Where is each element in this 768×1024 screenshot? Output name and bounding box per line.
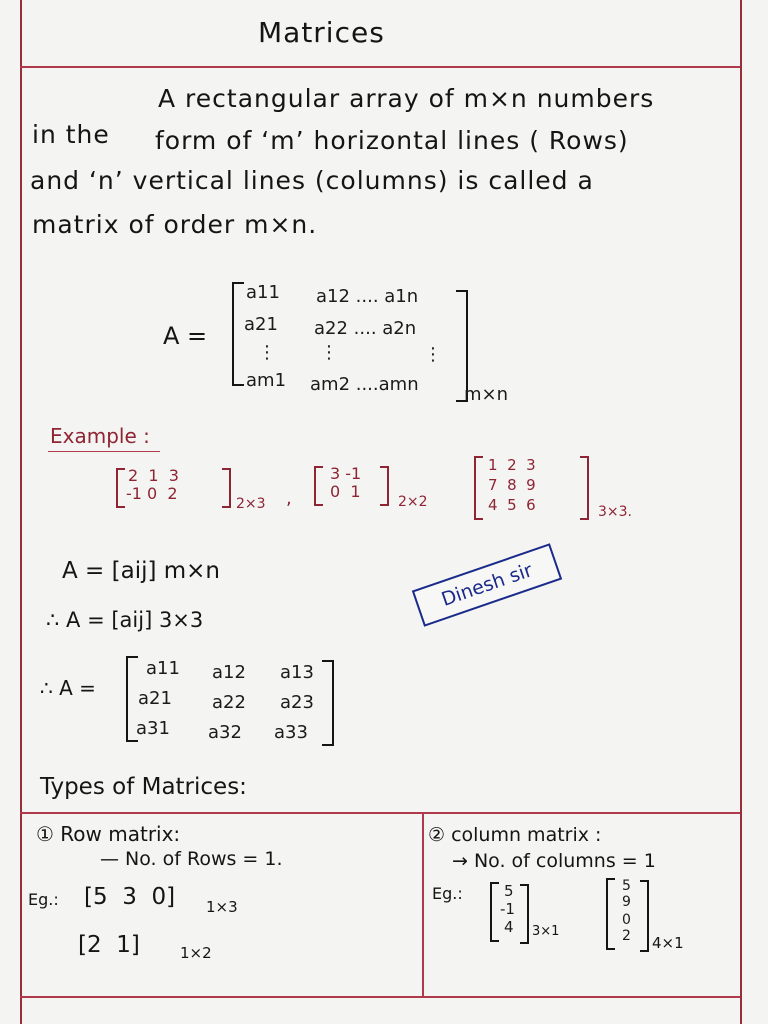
ex3-row-1: 1 2 3	[488, 456, 536, 474]
ex3-row-3: 4 5 6	[488, 496, 536, 514]
gm-r4-rest: am2 ....amn	[310, 374, 419, 395]
col-ex1-r1: 5	[504, 882, 514, 900]
row-example-1: [5 3 0]	[84, 884, 176, 910]
col-ex2-r2: 9	[622, 894, 631, 910]
author-stamp: Dinesh sir	[412, 543, 562, 626]
definition-line-2b: form of ‘m’ horizontal lines ( Rows)	[155, 126, 629, 155]
gm-r3-c2: ⋮	[320, 342, 338, 363]
definition-line-4: matrix of order m×n.	[32, 210, 318, 239]
ex1-left-bracket	[116, 468, 125, 508]
ex3-left-bracket	[474, 456, 483, 520]
column-matrix-desc: → No. of columns = 1	[452, 850, 656, 872]
row-matrix-desc: — No. of Rows = 1.	[100, 848, 283, 870]
types-top-line	[20, 812, 740, 814]
a33-right-bracket	[322, 660, 334, 746]
a-r3-c2: a32	[208, 722, 242, 743]
ex2-order: 2×2	[398, 494, 428, 510]
page-title: Matrices	[258, 16, 385, 49]
example-underline	[48, 451, 160, 452]
ex2-right-bracket	[380, 466, 389, 506]
ex1-row-2: -1 0 2	[126, 484, 178, 503]
types-heading: Types of Matrices:	[40, 774, 247, 800]
col-ex2-left-bracket	[606, 878, 615, 950]
col-ex2-right-bracket	[640, 880, 649, 952]
col-ex2-r3: 0	[622, 912, 631, 928]
col-ex2-order: 4×1	[652, 934, 684, 952]
col-ex1-left-bracket	[490, 882, 499, 942]
a-r2-c2: a22	[212, 692, 246, 713]
column-matrix-title: ② column matrix :	[428, 824, 602, 846]
general-matrix-left-bracket	[232, 282, 244, 386]
a-r1-c3: a13	[280, 662, 314, 683]
row-matrix-title: ① Row matrix:	[36, 822, 181, 846]
col-ex1-order: 3×1	[532, 924, 560, 939]
gm-r3-c1: ⋮	[258, 342, 276, 363]
col-ex1-r3: 4	[504, 918, 514, 936]
a-r3-c3: a33	[274, 722, 308, 743]
example-heading: Example :	[50, 424, 150, 448]
left-margin-line	[20, 0, 22, 1024]
ex2-row-1: 3 -1	[330, 464, 362, 483]
col-ex1-right-bracket	[520, 884, 529, 944]
gm-r1-c1: a11	[246, 282, 280, 303]
definition-line-3: and ‘n’ vertical lines (columns) is called a	[30, 166, 594, 195]
right-margin-line	[740, 0, 742, 1024]
row-eg-label: Eg.:	[28, 890, 59, 909]
gm-r4-c1: am1	[246, 370, 287, 391]
ex1-right-bracket	[222, 468, 231, 508]
ex3-order: 3×3.	[598, 504, 632, 520]
ex2-row-2: 0 1	[330, 482, 361, 501]
a-r2-c3: a23	[280, 692, 314, 713]
gm-r1-rest: a12 .... a1n	[316, 286, 419, 307]
ex1-row-1: 2 1 3	[128, 466, 179, 485]
gm-r2-rest: a22 .... a2n	[314, 318, 417, 339]
notation-line-2: ∴ A = [aij] 3×3	[46, 608, 204, 632]
row-example-2-order: 1×2	[180, 944, 212, 962]
col-ex2-r4: 2	[622, 928, 631, 944]
title-underline	[20, 66, 740, 68]
a-r1-c1: a11	[146, 658, 180, 679]
row-example-1-order: 1×3	[206, 898, 238, 916]
general-matrix-lhs: A =	[163, 322, 208, 350]
a-r1-c2: a12	[212, 662, 246, 683]
a-r2-c1: a21	[138, 688, 172, 709]
types-divider	[422, 812, 424, 997]
col-eg-label: Eg.:	[432, 884, 463, 903]
notation-line-3-lhs: ∴ A =	[40, 676, 96, 700]
notation-line-1: A = [aij] m×n	[62, 558, 221, 584]
ex2-left-bracket	[314, 466, 323, 506]
gm-r2-c1: a21	[244, 314, 278, 335]
bottom-line	[20, 996, 740, 998]
ex-separator: ,	[286, 488, 292, 509]
gm-order: m×n	[464, 384, 509, 405]
col-ex1-r2: -1	[500, 900, 515, 918]
gm-r3-c3: ⋮	[424, 344, 442, 365]
ex3-row-2: 7 8 9	[488, 476, 536, 494]
definition-line-2a: in the	[32, 120, 110, 149]
ex3-right-bracket	[580, 456, 589, 520]
col-ex2-r1: 5	[622, 878, 631, 894]
ex1-order: 2×3	[236, 496, 266, 512]
definition-line-1: A rectangular array of m×n numbers	[158, 84, 655, 113]
row-example-2: [2 1]	[78, 932, 140, 958]
a-r3-c1: a31	[136, 718, 170, 739]
